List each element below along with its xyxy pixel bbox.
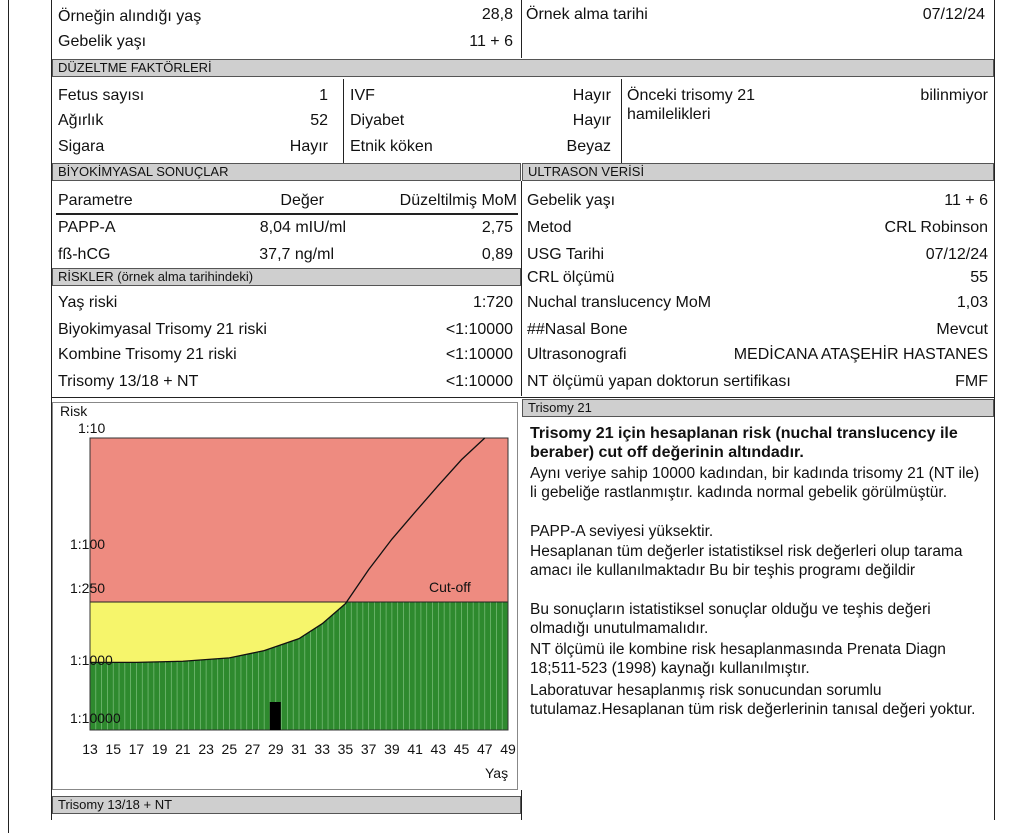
us-row-value: CRL Robinson bbox=[884, 219, 988, 236]
t21-paragraph: Aynı veriye sahip 10000 kadından, bir kadında trisomy 21 (NT ile) li gebeliğe rastlanmıştır. kadında normal gebelik görülmüştür. bbox=[530, 465, 980, 501]
us-row-label: Ultrasonografi bbox=[527, 346, 627, 363]
fetus-label: Fetus sayısı bbox=[58, 87, 145, 104]
divider bbox=[621, 79, 622, 163]
weight-label: Ağırlık bbox=[58, 112, 104, 129]
risk-row-value: 1:720 bbox=[472, 294, 513, 311]
sample-date-label: Örnek alma tarihi bbox=[526, 6, 648, 23]
form-right-border bbox=[994, 0, 995, 820]
chart-ylabel: Risk bbox=[60, 403, 88, 419]
col-param: Parametre bbox=[58, 192, 133, 209]
us-row-label: CRL ölçümü bbox=[527, 269, 615, 286]
y-tick-label: 1:250 bbox=[70, 580, 106, 596]
y-tick-label: 1:100 bbox=[70, 536, 106, 552]
risk-row-label: Kombine Trisomy 21 riski bbox=[58, 346, 237, 363]
biochem-row-mom: 0,89 bbox=[481, 246, 513, 263]
us-row-value: 1,03 bbox=[956, 294, 988, 311]
x-tick-label: 35 bbox=[337, 741, 354, 757]
ethnic-value: Beyaz bbox=[566, 138, 611, 155]
us-row-label: NT ölçümü yapan doktorun sertifikası bbox=[527, 373, 791, 390]
x-tick-label: 41 bbox=[407, 741, 423, 757]
divider bbox=[521, 790, 522, 820]
col-value: Değer bbox=[280, 192, 324, 209]
x-tick-label: 21 bbox=[175, 741, 191, 757]
diabetes-label: Diyabet bbox=[350, 112, 405, 129]
us-row-value: FMF bbox=[955, 373, 988, 390]
t21-paragraph: PAPP-A seviyesi yüksektir. bbox=[530, 523, 714, 540]
t21-headline: Trisomy 21 için hesaplanan risk (nuchal translucency ile beraber) cut off değerinin altındadır. bbox=[530, 425, 958, 461]
risk-row-label: Biyokimyasal Trisomy 21 riski bbox=[58, 321, 267, 338]
patient-marker bbox=[270, 702, 281, 730]
x-tick-label: 23 bbox=[198, 741, 214, 757]
t21-paragraph: Laboratuvar hesaplanmış risk sonucundan sorumlu tutulamaz.Hesaplanan tüm risk değerlerinin tanısal değeri yoktur. bbox=[530, 682, 976, 718]
x-tick-label: 39 bbox=[384, 741, 400, 757]
risks-header: RİSKLER (örnek alma tarihindeki) bbox=[52, 268, 521, 286]
y-tick-label: 1:1000 bbox=[70, 652, 113, 668]
t21-paragraph: Hesaplanan tüm değerler istatistiksel risk değerleri olup tarama amacı ile kullanılmaktadır Bu bir teşhis programı değildir bbox=[530, 543, 963, 579]
x-tick-label: 13 bbox=[82, 741, 98, 757]
sample-age-value: 28,8 bbox=[481, 6, 513, 23]
us-row-label: ##Nasal Bone bbox=[527, 321, 628, 338]
y-tick-label: 1:10 bbox=[78, 420, 106, 436]
divider bbox=[521, 181, 522, 396]
smoking-label: Sigara bbox=[58, 138, 105, 155]
x-tick-label: 47 bbox=[476, 741, 493, 757]
risk-chart bbox=[52, 402, 518, 790]
x-tick-label: 27 bbox=[244, 741, 261, 757]
risk-row-label: Yaş riski bbox=[58, 294, 118, 311]
gest-age-value: 11 + 6 bbox=[469, 33, 513, 50]
us-row-label: USG Tarihi bbox=[527, 246, 605, 263]
biochem-row-param: fß-hCG bbox=[58, 246, 111, 263]
page-left-border bbox=[8, 0, 9, 833]
smoking-value: Hayır bbox=[289, 138, 328, 155]
x-tick-label: 37 bbox=[360, 741, 377, 757]
sample-age-label: Örneğin alındığı yaş bbox=[58, 8, 202, 25]
ivf-label: IVF bbox=[350, 87, 375, 104]
us-row-value: 07/12/24 bbox=[925, 246, 988, 263]
gest-age-label: Gebelik yaşı bbox=[58, 33, 147, 50]
fetus-value: 1 bbox=[319, 87, 328, 104]
x-tick-label: 25 bbox=[221, 741, 238, 757]
weight-value: 52 bbox=[310, 112, 328, 129]
ivf-value: Hayır bbox=[572, 87, 611, 104]
correction-header: DÜZELTME FAKTÖRLERİ bbox=[52, 59, 994, 77]
us-row-label: Nuchal translucency MoM bbox=[527, 294, 712, 311]
cutoff-label: Cut-off bbox=[429, 579, 471, 595]
x-tick-label: 17 bbox=[128, 741, 145, 757]
risk-row-value: <1:10000 bbox=[445, 346, 513, 363]
t21-paragraph: NT ölçümü ile kombine risk hesaplanmasında Prenata Diagn 18;511-523 (1998) kaynağı kullanılmıştır. bbox=[530, 641, 946, 677]
us-row-label: Gebelik yaşı bbox=[527, 192, 616, 209]
x-tick-label: 31 bbox=[291, 741, 307, 757]
divider bbox=[56, 213, 518, 215]
t1318-header: Trisomy 13/18 + NT bbox=[52, 796, 521, 814]
diabetes-value: Hayır bbox=[572, 112, 611, 129]
prev-t21-value: bilinmiyor bbox=[920, 87, 988, 104]
x-tick-label: 15 bbox=[105, 741, 122, 757]
risk-row-label: Trisomy 13/18 + NT bbox=[58, 373, 199, 390]
risk-row-value: <1:10000 bbox=[445, 321, 513, 338]
biochem-row-param: PAPP-A bbox=[58, 219, 116, 236]
risk-row-value: <1:10000 bbox=[445, 373, 513, 390]
x-tick-label: 19 bbox=[151, 741, 168, 757]
x-tick-label: 49 bbox=[500, 741, 516, 757]
us-row-value: MEDİCANA ATAŞEHİR HASTANES bbox=[733, 346, 988, 363]
x-tick-label: 45 bbox=[453, 741, 470, 757]
t21-header: Trisomy 21 bbox=[522, 399, 994, 417]
us-row-value: 11 + 6 bbox=[944, 192, 988, 209]
us-row-value: 55 bbox=[970, 269, 988, 286]
prev-t21-label-2: hamilelikleri bbox=[627, 106, 711, 123]
x-tick-label: 29 bbox=[267, 741, 284, 757]
biochem-header: BİYOKİMYASAL SONUÇLAR bbox=[52, 163, 521, 181]
prev-t21-label-1: Önceki trisomy 21 bbox=[627, 87, 756, 104]
col-mom: Düzeltilmiş MoM bbox=[399, 192, 517, 209]
t21-paragraph: Bu sonuçların istatistiksel sonuçlar olduğu ve teşhis değeri olmadığı unutulmamalıdır. bbox=[530, 601, 931, 637]
biochem-row-value: 37,7 ng/ml bbox=[259, 246, 334, 263]
high-risk-zone bbox=[90, 438, 508, 602]
x-tick-label: 43 bbox=[430, 741, 447, 757]
divider bbox=[343, 79, 344, 163]
ethnic-label: Etnik köken bbox=[350, 138, 433, 155]
sample-date-value: 07/12/24 bbox=[922, 6, 985, 23]
divider bbox=[51, 397, 995, 398]
divider bbox=[521, 0, 522, 58]
y-tick-label: 1:10000 bbox=[70, 710, 121, 726]
biochem-row-mom: 2,75 bbox=[481, 219, 513, 236]
biochem-row-value: 8,04 mIU/ml bbox=[259, 219, 346, 236]
us-row-value: Mevcut bbox=[936, 321, 988, 338]
x-tick-label: 33 bbox=[314, 741, 331, 757]
chart-xlabel: Yaş bbox=[485, 765, 509, 781]
us-row-label: Metod bbox=[527, 219, 572, 236]
ultrasound-header: ULTRASON VERİSİ bbox=[522, 163, 994, 181]
